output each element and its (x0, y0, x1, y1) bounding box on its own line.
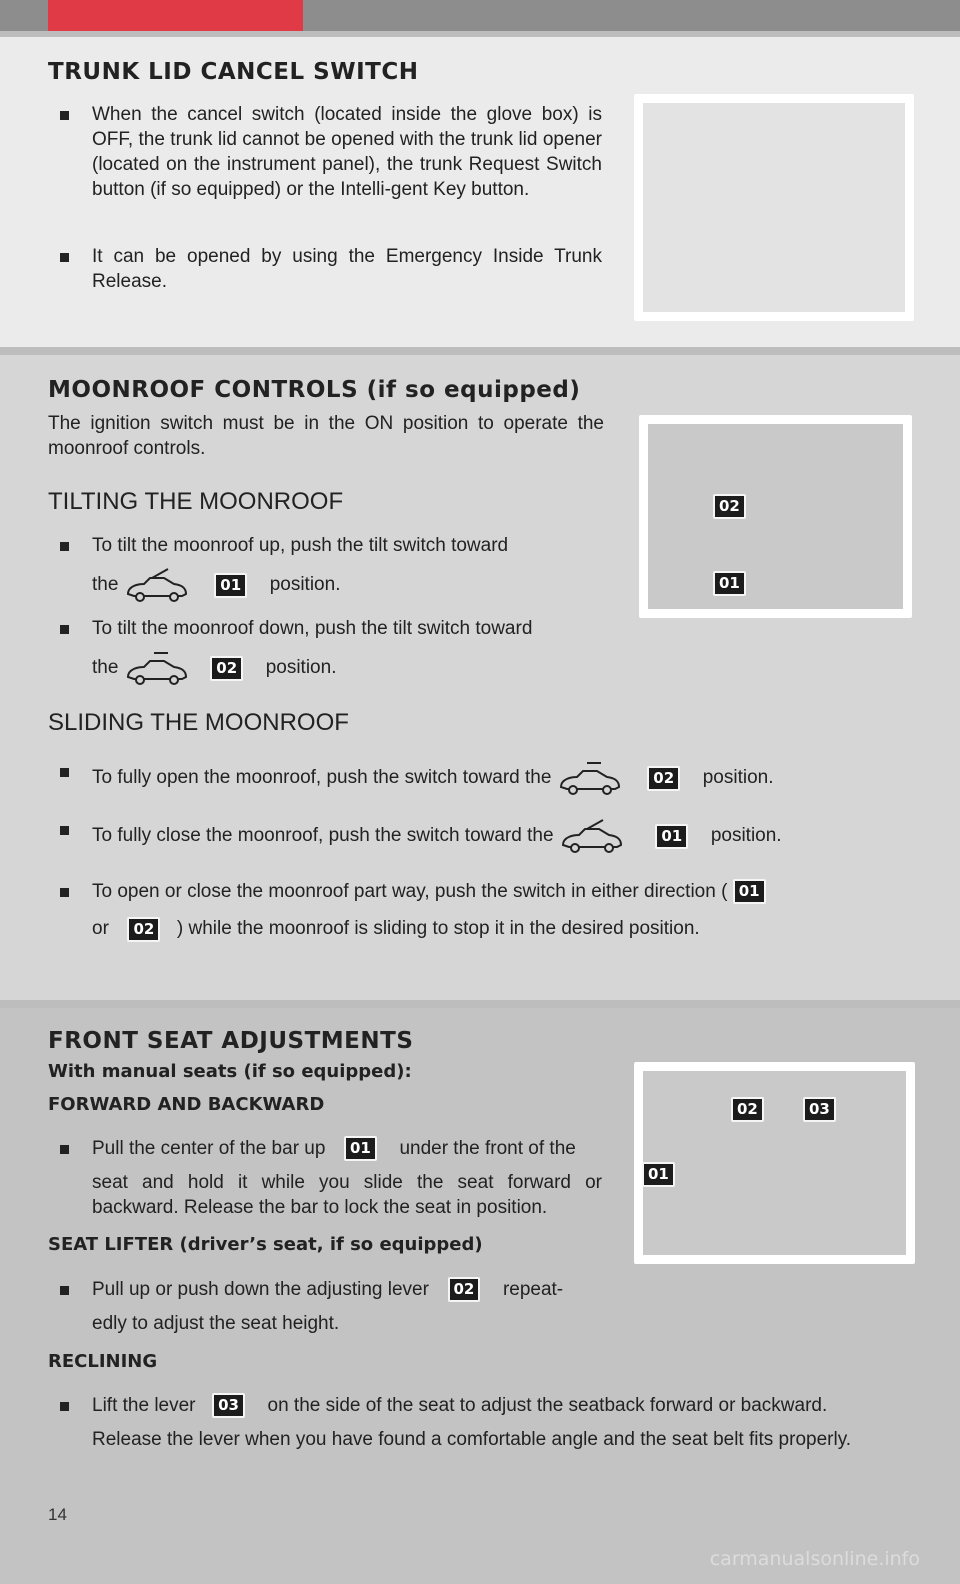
seat-section (0, 1008, 960, 1584)
trunk-figure-image (643, 103, 905, 312)
recline-bullet (60, 1393, 912, 1452)
bullet-square-icon (60, 826, 69, 835)
lifter-bullet (60, 1277, 602, 1336)
page-number: 14 (48, 1505, 67, 1524)
callout-01-badge: 01 (214, 573, 247, 598)
tilt-up-text: To tilt the moonroof up, push the tilt switch toward (92, 535, 509, 556)
trunk-bullet-1-text: When the cancel switch (located inside the glove box) is OFF, the trunk lid cannot be opened with the trunk lid opener (located on the instrument panel), the trunk Request Switch button (if so equipped) or the Intelli-gent Key button. (92, 104, 602, 200)
callout-01-badge: 01 (344, 1136, 377, 1161)
slide-partway-end: ) while the moonroof is sliding to stop it in the desired position. (176, 918, 700, 940)
recline-text-b: on the side of the seat to adjust the seatback forward or backward. (267, 1395, 828, 1416)
tilt-up-bullet (60, 533, 602, 604)
manual-seats-heading: With manual seats (if so equipped): (48, 1061, 412, 1082)
callout-02-badge: 02 (127, 917, 160, 942)
bullet-square-icon (60, 542, 69, 551)
trunk-bullet-2 (60, 244, 602, 294)
moonroof-figure-image (648, 424, 903, 609)
callout-02-badge: 02 (448, 1277, 481, 1302)
moonroof-title: MOONROOF CONTROLS (if so equipped) (48, 377, 581, 403)
bullet-square-icon (60, 111, 69, 120)
seat-figure (634, 1062, 915, 1264)
trunk-bullet-1 (60, 102, 602, 202)
tilt-up-position: position. (269, 574, 341, 596)
recline-text-a: Lift the lever (92, 1395, 196, 1416)
tilt-down-text: To tilt the moonroof down, push the tilt switch toward (92, 618, 533, 639)
bullet-square-icon (60, 1145, 69, 1154)
seat-figure-image (643, 1071, 906, 1255)
forward-text-a: Pull the center of the bar up (92, 1138, 326, 1159)
moonroof-intro: The ignition switch must be in the ON position to operate the moonroof controls. (48, 413, 604, 459)
callout-02-badge: 02 (210, 656, 243, 681)
tilt-up-car-icon (124, 566, 188, 604)
seat-lifter-heading: SEAT LIFTER (driver’s seat, if so equipped) (48, 1234, 483, 1255)
trunk-section (0, 37, 960, 347)
slide-partway-or: or (92, 918, 109, 940)
forward-backward-heading: FORWARD AND BACKWARD (48, 1094, 325, 1115)
lifter-text-a: Pull up or push down the adjusting lever (92, 1279, 429, 1300)
callout-01-badge: 01 (733, 879, 766, 904)
callout-02-badge: 02 (647, 766, 680, 791)
moonroof-figure-callout-02: 02 (713, 494, 746, 519)
slide-heading: SLIDING THE MOONROOF (48, 709, 349, 736)
reclining-heading: RECLINING (48, 1351, 158, 1372)
bullet-square-icon (60, 768, 69, 777)
tilt-up-the: the (92, 574, 119, 596)
tilt-down-bullet (60, 616, 602, 687)
tilt-down-the: the (92, 657, 119, 679)
forward-text-b: under the front of the (399, 1138, 576, 1159)
bullet-square-icon (60, 1286, 69, 1295)
tilt-down-car-icon (124, 649, 188, 687)
slide-close-bullet (60, 817, 900, 855)
seat-figure-callout-02: 02 (731, 1097, 764, 1122)
lifter-text-c: edly to adjust the seat height. (92, 1313, 340, 1335)
bullet-square-icon (60, 253, 69, 262)
trunk-bullet-2-text: It can be opened by using the Emergency Inside Trunk Release. (92, 246, 602, 292)
callout-01-badge: 01 (655, 824, 688, 849)
moonroof-figure (639, 415, 912, 618)
trunk-figure (634, 94, 914, 321)
tilt-down-position: position. (265, 657, 337, 679)
seat-title: FRONT SEAT ADJUSTMENTS (48, 1028, 414, 1054)
top-bar (0, 0, 960, 31)
slide-close-position: position. (710, 825, 782, 847)
bullet-square-icon (60, 888, 69, 897)
watermark: carmanualsonline.info (709, 1548, 920, 1570)
moonroof-figure-callout-01: 01 (713, 571, 746, 596)
seat-figure-callout-03: 03 (803, 1097, 836, 1122)
slide-open-position: position. (702, 767, 774, 789)
moonroof-section (0, 355, 960, 1000)
tilt-heading: TILTING THE MOONROOF (48, 488, 344, 515)
slide-close-text: To fully close the moonroof, push the switch toward the (92, 825, 554, 847)
slide-open-bullet (60, 759, 900, 797)
bullet-square-icon (60, 1402, 69, 1411)
slide-open-car-icon (557, 759, 621, 797)
top-bar-accent (48, 0, 303, 31)
slide-open-text: To fully open the moonroof, push the switch toward the (92, 767, 552, 789)
callout-03-badge: 03 (212, 1393, 245, 1418)
slide-partway-text: To open or close the moonroof part way, push the switch in either direction ( (92, 881, 728, 902)
lifter-text-b: repeat- (502, 1279, 564, 1300)
slide-close-car-icon (559, 817, 623, 855)
seat-figure-callout-01: 01 (642, 1162, 675, 1187)
bullet-square-icon (60, 625, 69, 634)
forward-bullet (60, 1136, 602, 1220)
recline-text-c: Release the lever when you have found a comfortable angle and the seat belt fits properly. (92, 1429, 852, 1451)
trunk-title: TRUNK LID CANCEL SWITCH (48, 59, 419, 85)
forward-text-c: seat and hold it while you slide the seat forward or backward. Release the bar to lock the seat in position. (92, 1172, 602, 1219)
slide-partway-bullet (60, 879, 902, 942)
